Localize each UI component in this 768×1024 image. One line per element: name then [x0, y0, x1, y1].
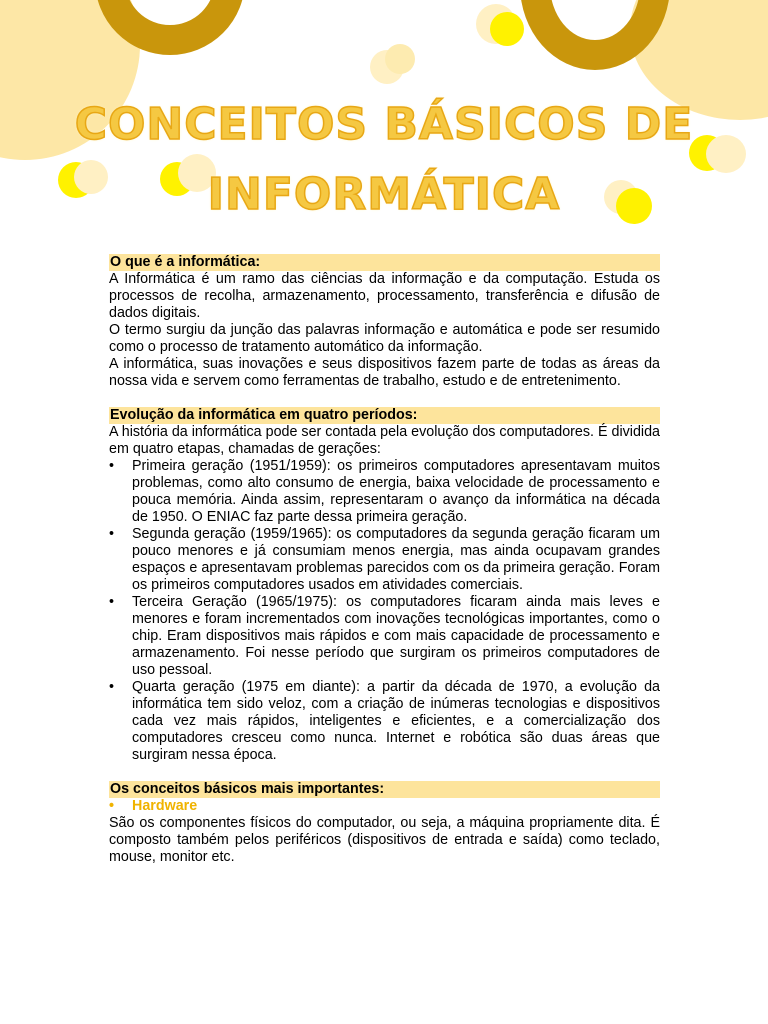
paragraph: São os componentes físicos do computador, ou seja, a máquina propriamente dita. É composto também pelos periféricos (dispositivos de entrada e saída) como teclado, mouse, monitor etc. [109, 815, 660, 865]
section-heading: Evolução da informática em quatro períodos: [109, 407, 660, 424]
paragraph: A história da informática pode ser contada pela evolução dos computadores. É dividida em quatro etapas, chamadas de gerações: [109, 424, 660, 457]
page-title-line1: CONCEITOS BÁSICOS DE [74, 99, 694, 150]
paragraph: A Informática é um ramo das ciências da informação e da computação. Estuda os processos de recolha, armazenamento, processamento, transferência e difusão de dados digitais. [109, 271, 660, 321]
decor-dot-cream [385, 44, 415, 74]
list-item: • Segunda geração (1959/1965): os computadores da segunda geração ficaram um pouco menores e já consumiam menos energia, mas ainda ocupavam grandes espaços e apresentavam problemas parecidos com os da primeira geração. Foram os primeiros computadores usados em atividades comerciais. [109, 526, 660, 594]
list-item: • Primeira geração (1951/1959): os primeiros computadores apresentavam muitos problemas, como alto consumo de energia, baixa velocidade de processamento e pouca memória. Ainda assim, representaram o avanço da informática na década de 1950. O ENIAC faz parte dessa primeira geração. [109, 458, 660, 526]
page-title-line2: INFORMÁTICA [207, 169, 561, 220]
document-body [109, 254, 660, 866]
list-item: • Terceira Geração (1965/1975): os computadores ficaram ainda mais leves e menores e foram incrementados com inovações tecnológicas importantes, como o chip. Eram dispositivos mais rápidos e com mais capacidade de processamento e armazenamento. Foi nesse período que surgiram os primeiros computadores de uso pessoal. [109, 594, 660, 679]
list-item: • Quarta geração (1975 em diante): a partir da década de 1970, a evolução da informática tem sido veloz, com a criação de inúmeras tecnologias e dispositivos cada vez mais rápidos, inteligentes e eficientes, e a comercialização dos computadores cresceu como nunca. Internet e robótica são duas áreas que surgiram nessa época. [109, 679, 660, 764]
list-item-hardware: • Hardware [109, 798, 660, 815]
decor-dot-yellow [490, 12, 524, 46]
concepts-list [109, 798, 660, 815]
generations-list [109, 458, 660, 764]
section-heading: Os conceitos básicos mais importantes: [109, 781, 660, 798]
section-heading: O que é a informática: [109, 254, 660, 271]
paragraph: A informática, suas inovações e seus dispositivos fazem parte de todas as áreas da nossa vida e servem como ferramentas de trabalho, estudo e de entretenimento. [109, 356, 660, 389]
paragraph: O termo surgiu da junção das palavras informação e automática e pode ser resumido como o processo de tratamento automático da informação. [109, 322, 660, 355]
